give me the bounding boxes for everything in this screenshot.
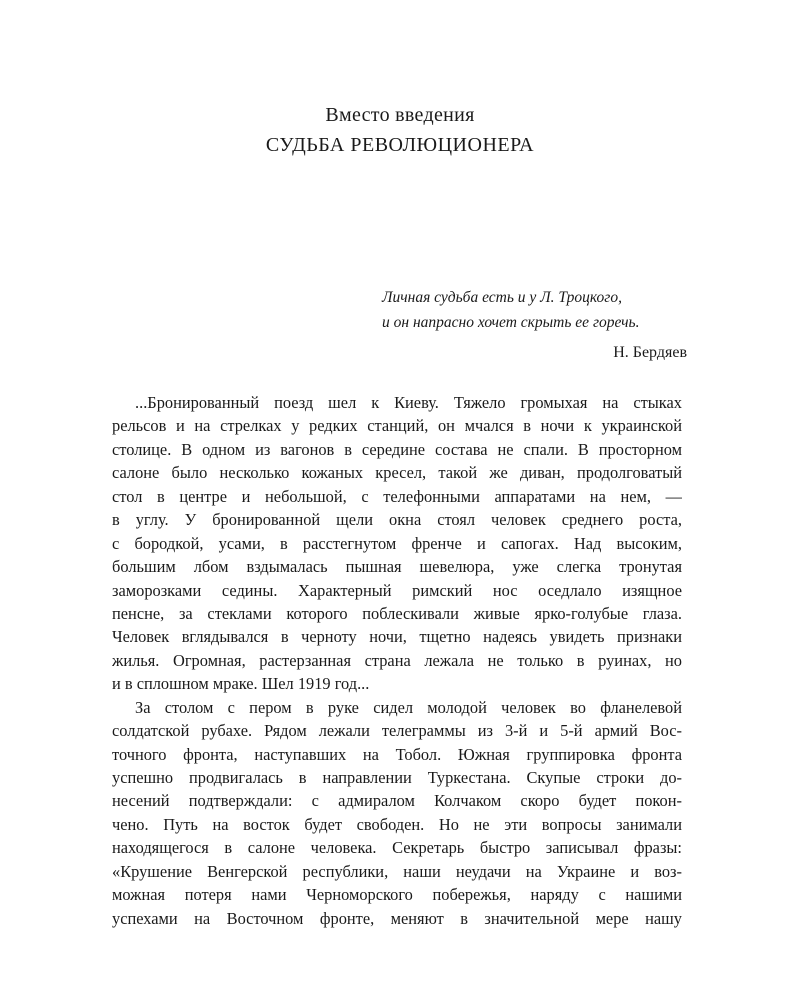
text-line: стол в центре и небольшой, с телефонными аппаратами на нем, —: [112, 486, 682, 506]
text-line: Человек вглядывался в черноту ночи, тщетно надеясь увидеть признаки: [112, 627, 682, 647]
text-line: успешно продвигалась в направлении Туркестана. Скупые строки до-: [112, 768, 682, 787]
text-line: и в сплошном мраке. Шел 1919 год...: [112, 674, 370, 694]
text-line: столице. В одном из вагонов в середине состава не спали. В просторном: [112, 439, 682, 459]
text-line: можная потеря нами Черноморского побережья, наряду с нашими: [112, 885, 682, 905]
epigraph-author: Н. Бердяев: [613, 344, 687, 361]
body-text: [112, 391, 682, 930]
text-line: находящегося в салоне человека. Секретарь быстро записывал фразы:: [112, 838, 682, 858]
text-line: заморозками седины. Характерный римский нос оседлало изящное: [112, 580, 682, 600]
text-line: жилья. Огромная, растерзанная страна лежала не только в руинах, но: [112, 650, 682, 670]
text-line: За столом с пером в руке сидел молодой человек во фланелевой: [135, 697, 682, 717]
text-line: пенсне, за стеклами которого поблескивали живые ярко-голубые глаза.: [112, 603, 682, 623]
text-line: рельсов и на стрелках у редких станций, он мчался в ночи к украинской: [112, 416, 682, 436]
chapter-subtitle: Вместо введения: [325, 104, 475, 126]
chapter-title: СУДЬБА РЕВОЛЮЦИОНЕРА: [265, 134, 535, 156]
epigraph-line: Личная судьба есть и у Л. Троцкого,: [382, 289, 622, 306]
text-line: в углу. У бронированной щели окна стоял человек среднего роста,: [112, 510, 682, 530]
text-line: чено. Путь на восток будет свободен. Но не эти вопросы занимали: [112, 814, 682, 834]
text-line: несений подтверждали: с адмиралом Колчаком скоро будет покон-: [112, 791, 682, 811]
text-line: успехами на Восточном фронте, меняют в значительной мере нашу: [112, 908, 682, 928]
text-line: салоне было несколько кожаных кресел, такой же диван, продолговатый: [112, 463, 682, 483]
text-line: «Крушение Венгерской республики, наши неудачи на Украине и воз-: [112, 861, 682, 881]
text-line: большим лбом вздымалась пышная шевелюра, уже слегка тронутая: [112, 557, 682, 577]
epigraph-line: и он напрасно хочет скрыть ее горечь.: [382, 314, 640, 331]
chapter-heading: [0, 100, 800, 160]
text-line: ...Бронированный поезд шел к Киеву. Тяжело громыхая на стыках: [135, 393, 682, 412]
epigraph: [382, 285, 687, 365]
text-line: точного фронта, наступавших на Тобол. Южная группировка фронта: [112, 744, 682, 764]
text-line: с бородкой, усами, в расстегнутом френче и сапогах. Над высоким,: [112, 533, 682, 553]
text-line: солдатской рубахе. Рядом лежали телеграммы из 3-й и 5-й армий Вос-: [112, 721, 682, 741]
